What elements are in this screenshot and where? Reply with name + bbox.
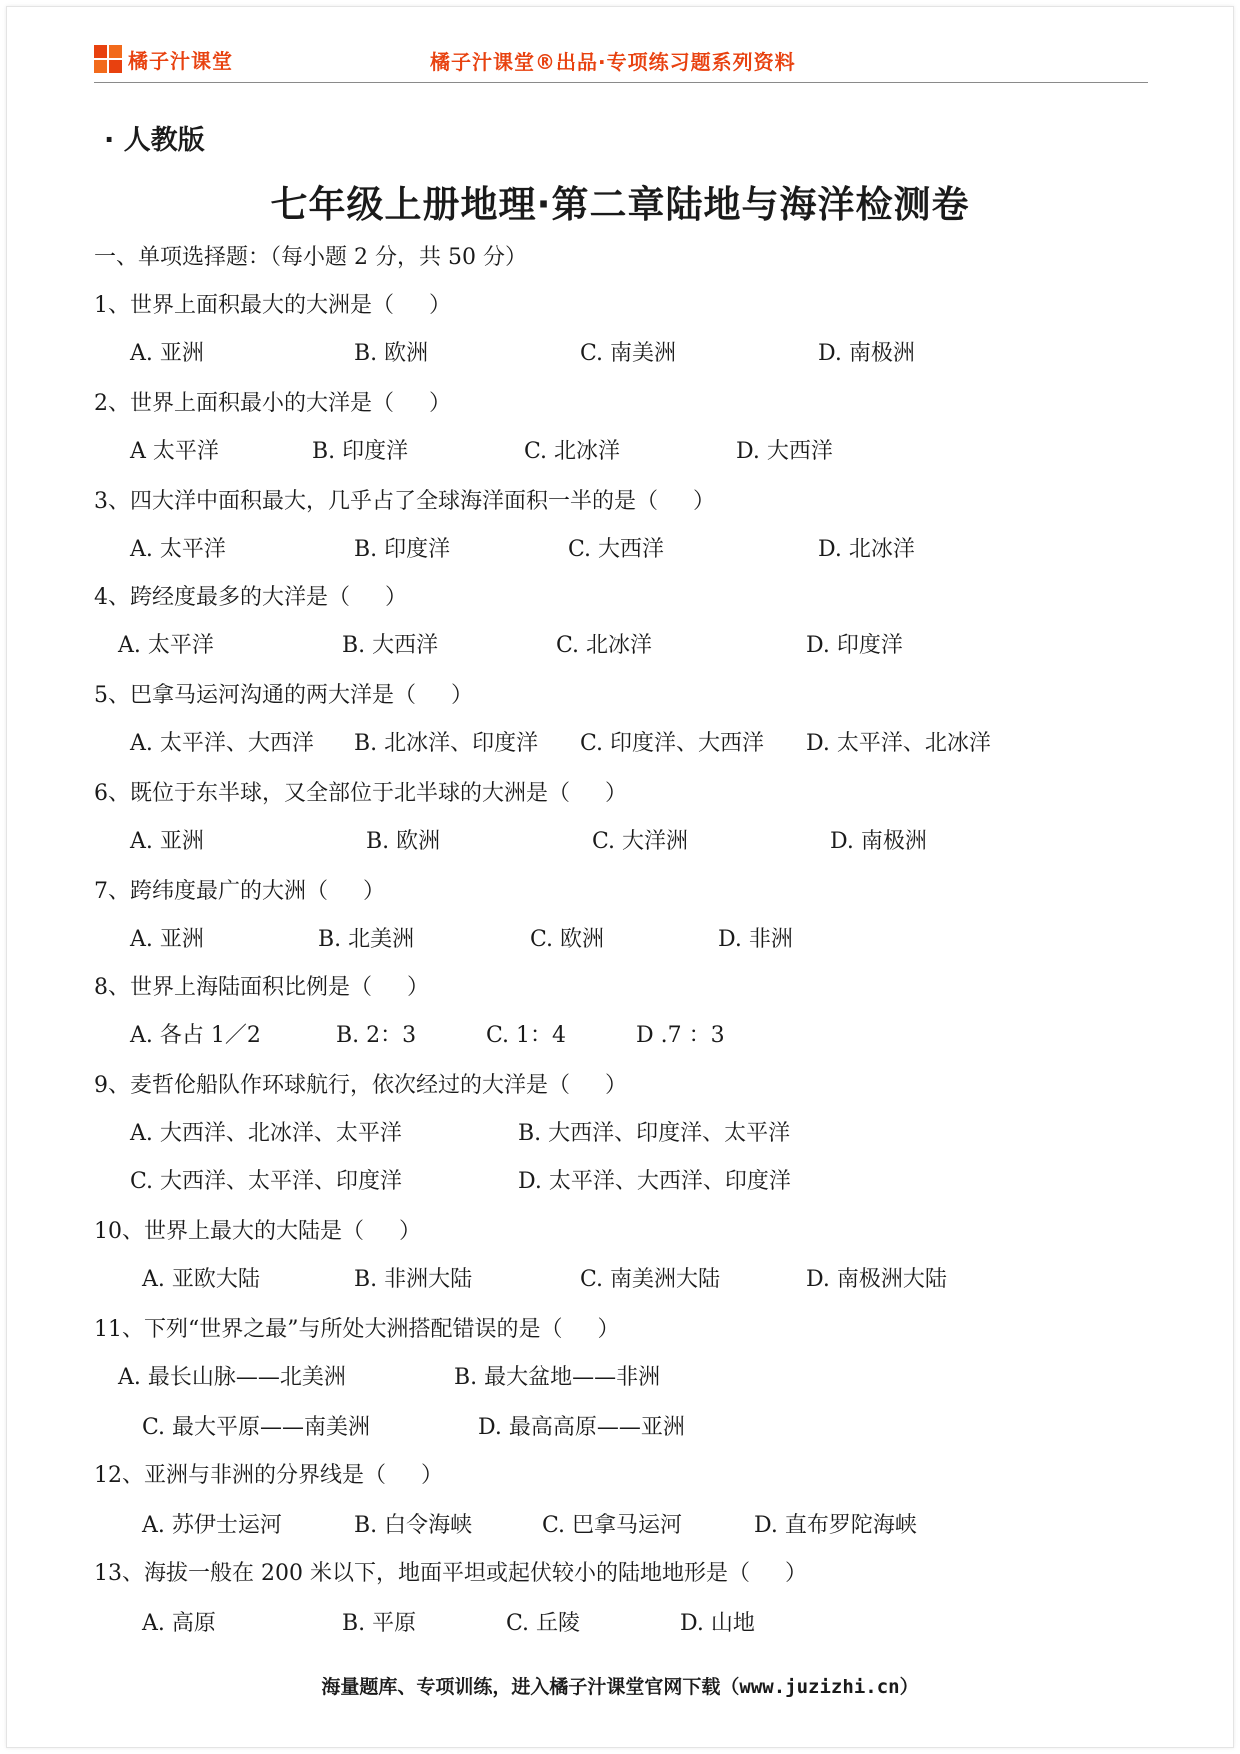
document-title: 七年级上册地理·第二章陆地与海洋检测卷 — [270, 183, 970, 226]
question-stem: 2、世界上面积最小的大洋是（ ） — [94, 391, 451, 416]
option: A. 亚洲 — [130, 829, 204, 854]
logo-icon — [94, 45, 122, 73]
edition-label: · 人教版 — [104, 125, 205, 156]
option: D. 南极洲 — [818, 341, 915, 366]
option: B. 平原 — [342, 1611, 417, 1636]
option: C. 巴拿马运河 — [542, 1513, 683, 1538]
question-stem: 1、世界上面积最大的大洲是（ ） — [94, 293, 451, 318]
option: B. 非洲大陆 — [354, 1267, 473, 1292]
option: B. 北冰洋、印度洋 — [354, 731, 539, 756]
brand-logo — [94, 42, 233, 76]
option: C. 北冰洋 — [524, 439, 621, 464]
option: C. 大西洋 — [568, 537, 665, 562]
option: B. 2：3 — [336, 1023, 417, 1048]
page-header — [94, 42, 1148, 86]
question-stem: 11、下列“世界之最”与所处大洲搭配错误的是（ ） — [94, 1317, 620, 1342]
option: A. 太平洋、大西洋 — [130, 731, 314, 756]
option: D. 太平洋、北冰洋 — [806, 731, 991, 756]
option: A. 太平洋 — [118, 633, 214, 658]
option: C. 大洋洲 — [592, 829, 689, 854]
option: B. 欧洲 — [354, 341, 429, 366]
option: D. 直布罗陀海峡 — [754, 1513, 917, 1538]
option: A. 苏伊士运河 — [142, 1513, 282, 1538]
option: D. 非洲 — [718, 927, 793, 952]
option: D. 大西洋 — [736, 439, 833, 464]
option: D. 南极洲 — [830, 829, 927, 854]
option: D. 南极洲大陆 — [806, 1267, 947, 1292]
header-title: 橘子汁课堂®出品·专项练习题系列资料 — [430, 50, 796, 74]
question-stem: 13、海拔一般在 200 米以下，地面平坦或起伏较小的陆地地形是（ ） — [94, 1561, 807, 1586]
option: C. 丘陵 — [506, 1611, 581, 1636]
option: A. 高原 — [142, 1611, 216, 1636]
option: A. 亚洲 — [130, 341, 204, 366]
header-divider — [94, 82, 1148, 83]
option: C. 最大平原——南美洲 — [142, 1415, 371, 1440]
option: C. 1：4 — [486, 1023, 567, 1048]
option: C. 南美洲大陆 — [580, 1267, 721, 1292]
option: D. 北冰洋 — [818, 537, 915, 562]
option: C. 大西洋、太平洋、印度洋 — [130, 1169, 403, 1194]
option: B. 北美洲 — [318, 927, 415, 952]
option: B. 印度洋 — [354, 537, 451, 562]
option: B. 白令海峡 — [354, 1513, 473, 1538]
option: A. 亚洲 — [130, 927, 204, 952]
option: A. 亚欧大陆 — [142, 1267, 260, 1292]
question-stem: 8、世界上海陆面积比例是（ ） — [94, 975, 429, 1000]
logo-text: 橘子汁课堂 — [128, 48, 233, 73]
question-stem: 7、跨纬度最广的大洲（ ） — [94, 879, 385, 904]
option: C. 印度洋、大西洋 — [580, 731, 765, 756]
option: A. 各占 1／2 — [130, 1023, 261, 1048]
option: B. 大西洋、印度洋、太平洋 — [518, 1121, 791, 1146]
option: B. 印度洋 — [312, 439, 409, 464]
question-stem: 9、麦哲伦船队作环球航行，依次经过的大洋是（ ） — [94, 1073, 627, 1098]
option: D. 山地 — [680, 1611, 755, 1636]
question-stem: 10、世界上最大的大陆是（ ） — [94, 1219, 421, 1244]
question-stem: 5、巴拿马运河沟通的两大洋是（ ） — [94, 683, 473, 708]
option: C. 南美洲 — [580, 341, 677, 366]
option: B. 欧洲 — [366, 829, 441, 854]
option: A. 大西洋、北冰洋、太平洋 — [130, 1121, 402, 1146]
option: C. 北冰洋 — [556, 633, 653, 658]
option: B. 最大盆地——非洲 — [454, 1365, 661, 1390]
question-stem: 4、跨经度最多的大洋是（ ） — [94, 585, 407, 610]
option: A. 最长山脉——北美洲 — [118, 1365, 346, 1390]
question-stem: 6、既位于东半球，又全部位于北半球的大洲是（ ） — [94, 781, 627, 806]
question-stem: 12、亚洲与非洲的分界线是（ ） — [94, 1463, 443, 1488]
option: D. 太平洋、大西洋、印度洋 — [518, 1169, 791, 1194]
option: C. 欧洲 — [530, 927, 605, 952]
option: B. 大西洋 — [342, 633, 439, 658]
section-heading: 一、单项选择题：（每小题 2 分，共 50 分） — [94, 245, 527, 270]
option: A. 太平洋 — [130, 537, 226, 562]
page-footer: 海量题库、专项训练，进入橘子汁课堂官网下载（www.juzizhi.cn） — [321, 1676, 919, 1698]
option: A 太平洋 — [130, 439, 219, 464]
option: D .7 ：3 — [636, 1023, 725, 1048]
option: D. 印度洋 — [806, 633, 903, 658]
question-stem: 3、四大洋中面积最大，几乎占了全球海洋面积一半的是（ ） — [94, 489, 715, 514]
option: D. 最高高原——亚洲 — [478, 1415, 685, 1440]
